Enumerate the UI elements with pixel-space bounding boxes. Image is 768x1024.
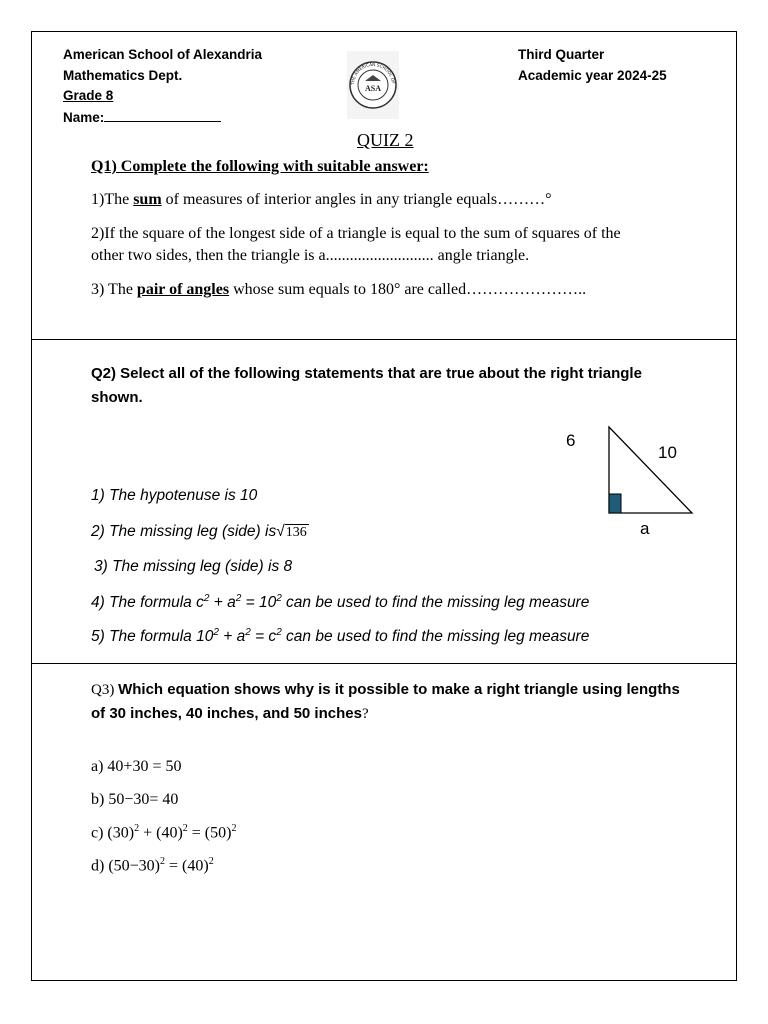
q3-option-d-a: d) (50−30) bbox=[91, 857, 161, 875]
q2-option-4-b: + a bbox=[209, 594, 236, 612]
right-angle-marker bbox=[609, 494, 621, 513]
quarter-info bbox=[518, 45, 667, 86]
q1-item-1-post: of measures of interior angles in any triangle equals………° bbox=[161, 191, 552, 208]
q1-item-1-pre: 1)The bbox=[91, 191, 134, 208]
q2-option-5-a: 5) The formula 10 bbox=[91, 628, 214, 646]
section-divider-1 bbox=[32, 339, 736, 340]
section-divider-2 bbox=[32, 663, 736, 664]
q3-qmark: ? bbox=[361, 706, 369, 722]
q3-option-c-b: + (40) bbox=[139, 824, 183, 842]
q3-option-c-c: = (50) bbox=[187, 824, 232, 842]
triangle-leg-label: 6 bbox=[566, 431, 576, 450]
q2-option-5-d: can be used to find the missing leg measure bbox=[281, 628, 590, 646]
q2-heading: Q2) Select all of the following statements that are true about the right triangle shown. bbox=[91, 365, 642, 406]
exp: 2 bbox=[231, 823, 237, 834]
exp: 2 bbox=[276, 593, 282, 604]
logo-ring-text: THE AMERICAN SCHOOL OF bbox=[349, 61, 396, 86]
q2-option-5-c: = c bbox=[250, 628, 277, 646]
q2-option-4-c: = 10 bbox=[241, 594, 277, 612]
q1-item-1 bbox=[91, 191, 552, 209]
quiz-title: QUIZ 2 bbox=[357, 130, 414, 150]
logo-text: ASA bbox=[364, 84, 382, 93]
q1-heading: Q1) Complete the following with suitable answer: bbox=[91, 158, 429, 175]
q2-option-2-radicand: 136 bbox=[285, 525, 307, 540]
q3-heading bbox=[91, 678, 691, 726]
school-logo bbox=[347, 51, 399, 119]
q3-option-b: b) 50−30= 40 bbox=[91, 791, 179, 808]
q3-option-c bbox=[91, 823, 236, 842]
q3-label: Q3) bbox=[91, 682, 119, 698]
q1-item-2-line-1: 2)If the square of the longest side of a triangle is equal to the sum of squares of the bbox=[91, 225, 621, 242]
right-triangle-figure bbox=[557, 417, 707, 547]
exp: 2 bbox=[160, 856, 166, 867]
q3-option-d-b: = (40) bbox=[165, 857, 209, 875]
department-name: Mathematics Dept. bbox=[63, 67, 183, 83]
q3-option-c-a: c) (30) bbox=[91, 824, 135, 842]
q3-option-a: a) 40+30 = 50 bbox=[91, 758, 182, 775]
q1-item-3-pre: 3) The bbox=[91, 281, 137, 298]
academic-year: Academic year 2024-25 bbox=[518, 67, 667, 83]
school-name: American School of Alexandria bbox=[63, 47, 263, 62]
q3-option-d bbox=[91, 856, 214, 875]
name-label: Name: bbox=[63, 109, 105, 125]
q1-item-1-bold: sum bbox=[133, 191, 162, 208]
exp: 2 bbox=[245, 627, 251, 638]
exp: 2 bbox=[276, 627, 282, 638]
q1-item-2-line-2: other two sides, then the triangle is a........................... angle triangle. bbox=[91, 247, 530, 264]
q2-option-2-text: 2) The missing leg (side) is bbox=[91, 523, 277, 540]
q2-option-1: 1) The hypotenuse is 10 bbox=[91, 487, 258, 504]
q2-option-3: 3) The missing leg (side) is 8 bbox=[94, 558, 293, 575]
triangle-hypotenuse-label: 10 bbox=[658, 443, 677, 462]
q1-item-3 bbox=[91, 281, 586, 299]
triangle-base-label: a bbox=[640, 519, 650, 538]
quiz-page bbox=[31, 31, 737, 981]
q2-option-4-d: can be used to find the missing leg measure bbox=[281, 594, 590, 612]
q1-item-3-bold: pair of angles bbox=[136, 281, 230, 298]
exp: 2 bbox=[208, 856, 214, 867]
q2-option-5 bbox=[91, 627, 589, 646]
sqrt-icon: √ bbox=[276, 523, 285, 540]
grade-label: Grade 8 bbox=[63, 88, 114, 103]
q3-heading-text: Which equation shows why is it possible to make a right triangle using lengths of 30 inches, 40 inches, and 50 inches bbox=[91, 681, 680, 722]
exp: 2 bbox=[182, 823, 188, 834]
exp: 2 bbox=[203, 593, 210, 604]
exp: 2 bbox=[213, 627, 219, 638]
school-info bbox=[63, 45, 262, 128]
q2-option-2 bbox=[91, 523, 309, 541]
q2-option-5-b: + a bbox=[218, 628, 246, 646]
quarter-label: Third Quarter bbox=[518, 47, 605, 62]
q2-option-4-a: 4) The formula c bbox=[91, 594, 204, 612]
q2-option-4 bbox=[91, 593, 589, 612]
exp: 2 bbox=[134, 823, 140, 834]
exp: 2 bbox=[235, 593, 242, 604]
name-field bbox=[63, 107, 262, 129]
name-blank-line bbox=[104, 107, 221, 122]
q1-item-3-post: whose sum equals to 180° are called………………….. bbox=[229, 281, 587, 298]
